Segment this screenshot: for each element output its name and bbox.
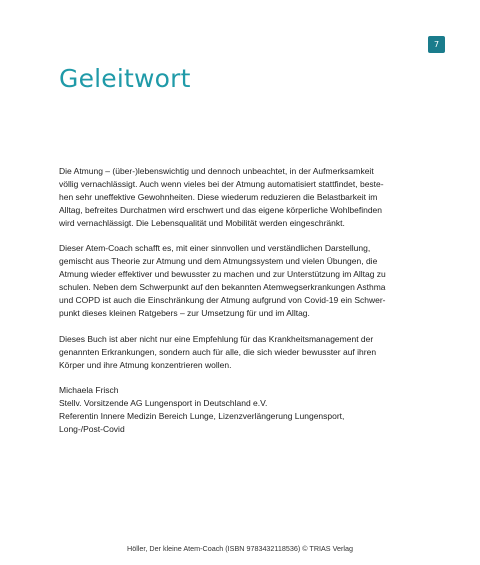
page-number-badge: 7	[428, 36, 445, 53]
signature-role: Stellv. Vorsitzende AG Lungensport in Deutschland e.V.	[59, 398, 268, 409]
body-text	[59, 165, 429, 449]
text-line: Dieser Atem-Coach schafft es, mit einer sinnvollen und verständlichen Darstellung,	[59, 243, 371, 254]
paragraph-1	[59, 165, 429, 230]
paragraph-2	[59, 242, 429, 319]
paragraph-3	[59, 333, 429, 372]
page-footer: Höller, Der kleine Atem-Coach (ISBN 9783432118536) © TRIAS Verlag	[127, 544, 353, 553]
text-line: genannten Erkrankungen, sondern auch für alle, die sich wieder bewusster auf ihren	[59, 346, 377, 357]
text-line: punkt dieses kleinen Ratgebers – zur Umsetzung für und im Alltag.	[59, 307, 310, 318]
text-line: gemischt aus Theorie zur Atmung und dem Atmungssystem und vielen Übungen, die	[59, 256, 378, 267]
signature-role: Long-/Post-Covid	[59, 424, 125, 435]
signature-name: Michaela Frisch	[59, 385, 119, 396]
text-line: völlig vernachlässigt. Auch wenn vieles bei der Atmung automatisiert stattfindet, beste-	[59, 178, 384, 189]
text-line: Dieses Buch ist aber nicht nur eine Empfehlung für das Krankheitsmanagement der	[59, 333, 374, 344]
text-line: Die Atmung – (über-)lebenswichtig und dennoch unbeachtet, in der Aufmerksamkeit	[59, 166, 374, 176]
text-line: Alltag, befreites Durchatmen wird erschwert und das eigene körperliche Wohlbefinden	[59, 204, 383, 215]
text-line: Körper und ihre Atmung konzentrieren wollen.	[59, 359, 232, 370]
page-title: Geleitwort	[59, 64, 191, 93]
signature-block	[59, 384, 429, 436]
text-line: hen sehr uneffektive Gewohnheiten. Diese wiederum reduzieren die Belastbarkeit im	[59, 191, 378, 202]
text-line: wird vernachlässigt. Die Lebensqualität und Mobilität werden eingeschränkt.	[59, 217, 345, 228]
text-line: schulen. Neben dem Schwerpunkt auf den bekannten Atemwegserkrankungen Asthma	[59, 282, 386, 293]
text-line: und COPD ist auch die Einschränkung der Atmung aufgrund von Covid-19 ein Schwer-	[59, 295, 386, 306]
signature-role: Referentin Innere Medizin Bereich Lunge, Lizenzverlängerung Lungensport,	[59, 411, 345, 422]
text-line: Atmung wieder effektiver und bewusster zu machen und zur Unterstützung im Alltag zu	[59, 269, 386, 280]
